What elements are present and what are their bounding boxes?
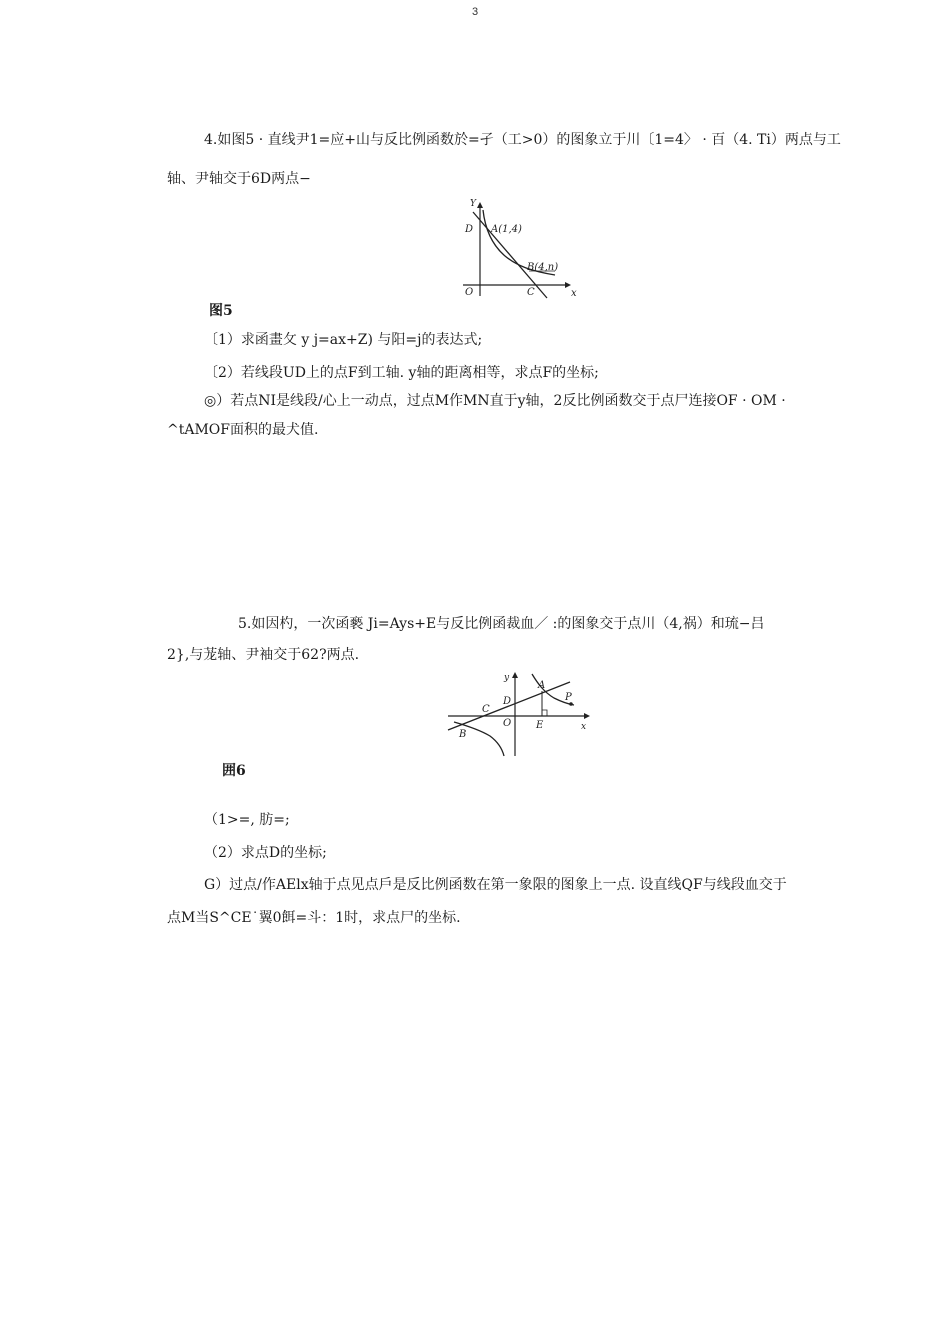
- q5-figure-caption: 囲6: [222, 763, 246, 779]
- q5-graph: [444, 670, 594, 760]
- q4-label-a: A(1,4): [491, 224, 522, 235]
- q5-label-e: E: [536, 720, 544, 731]
- q5-label-p: P: [565, 692, 572, 703]
- q4-label-d: D: [465, 224, 474, 235]
- q4-label-o: O: [465, 287, 474, 298]
- q5-part-2: （2）求点D的坐标;: [204, 845, 327, 861]
- q4-y-arrow: [477, 202, 483, 208]
- q5-part-1: （1>=, 肪=;: [204, 812, 290, 828]
- q5-label-x: x: [581, 722, 587, 732]
- q4-part-3-line-2: ^tAMOF面积的最犬值.: [167, 422, 319, 438]
- q5-part-3-line-2: 点M当S^CE˙翼0餌=斗：1时，求点尸的坐标.: [167, 910, 461, 926]
- q4-intro-line-1: 4.如图5 · 直线尹1=应+山与反比例函数於=孑（工>0）的图象立于川〔1=4〉 · 百（4. Ti）两点与工: [204, 132, 841, 148]
- q4-part-1: 〔1）求函畫攵 y j=ax+Z) 与阳=j的表达式;: [204, 332, 483, 348]
- q4-label-x: x: [571, 288, 577, 299]
- q5-part-3-line-1: G）过点/作AElx轴于点见点戶是反比例函数在第一象限的图象上一点. 设直线QF与线段血交于: [204, 877, 787, 893]
- q4-label-b: B(4,n): [527, 262, 559, 273]
- q4-part-3-line-1: ◎）若点NI是线段/心上一动点，过点M作MN直于y轴，2反比例函数交于点尸连接OF · OM ·: [204, 393, 786, 409]
- q4-figure-caption: 图5: [209, 303, 233, 319]
- q5-label-c: C: [482, 704, 490, 715]
- q5-x-arrow: [584, 713, 590, 719]
- q5-label-a: A: [538, 680, 546, 691]
- q4-intro-line-2: 轴、尹轴交于6D两点−: [167, 171, 311, 187]
- page-number: 3: [471, 6, 479, 18]
- q5-intro-line-1: 5.如因杓，一次函褻 Ji=Ays+E与反比例函裁血／ :的图象交于点川（4,祸）和琉−吕: [238, 616, 765, 632]
- q5-label-b: B: [459, 729, 467, 740]
- q4-figure: [455, 198, 585, 300]
- q5-label-y: y: [504, 673, 510, 683]
- q5-right-angle: [542, 710, 547, 716]
- q4-graph: [455, 198, 585, 300]
- q4-label-c: C: [527, 287, 535, 298]
- q5-y-arrow: [512, 672, 518, 678]
- q5-label-o: O: [503, 718, 512, 729]
- q5-label-d: D: [503, 696, 512, 707]
- q4-label-y: Y: [470, 199, 476, 209]
- q5-intro-line-2: 2},与茏轴、尹袖交于62?两点.: [167, 647, 360, 663]
- q4-part-2: 〔2）若线段UD上的点F到工轴. y轴的距离相等，求点F的坐标;: [204, 365, 599, 381]
- q5-figure: [444, 670, 594, 760]
